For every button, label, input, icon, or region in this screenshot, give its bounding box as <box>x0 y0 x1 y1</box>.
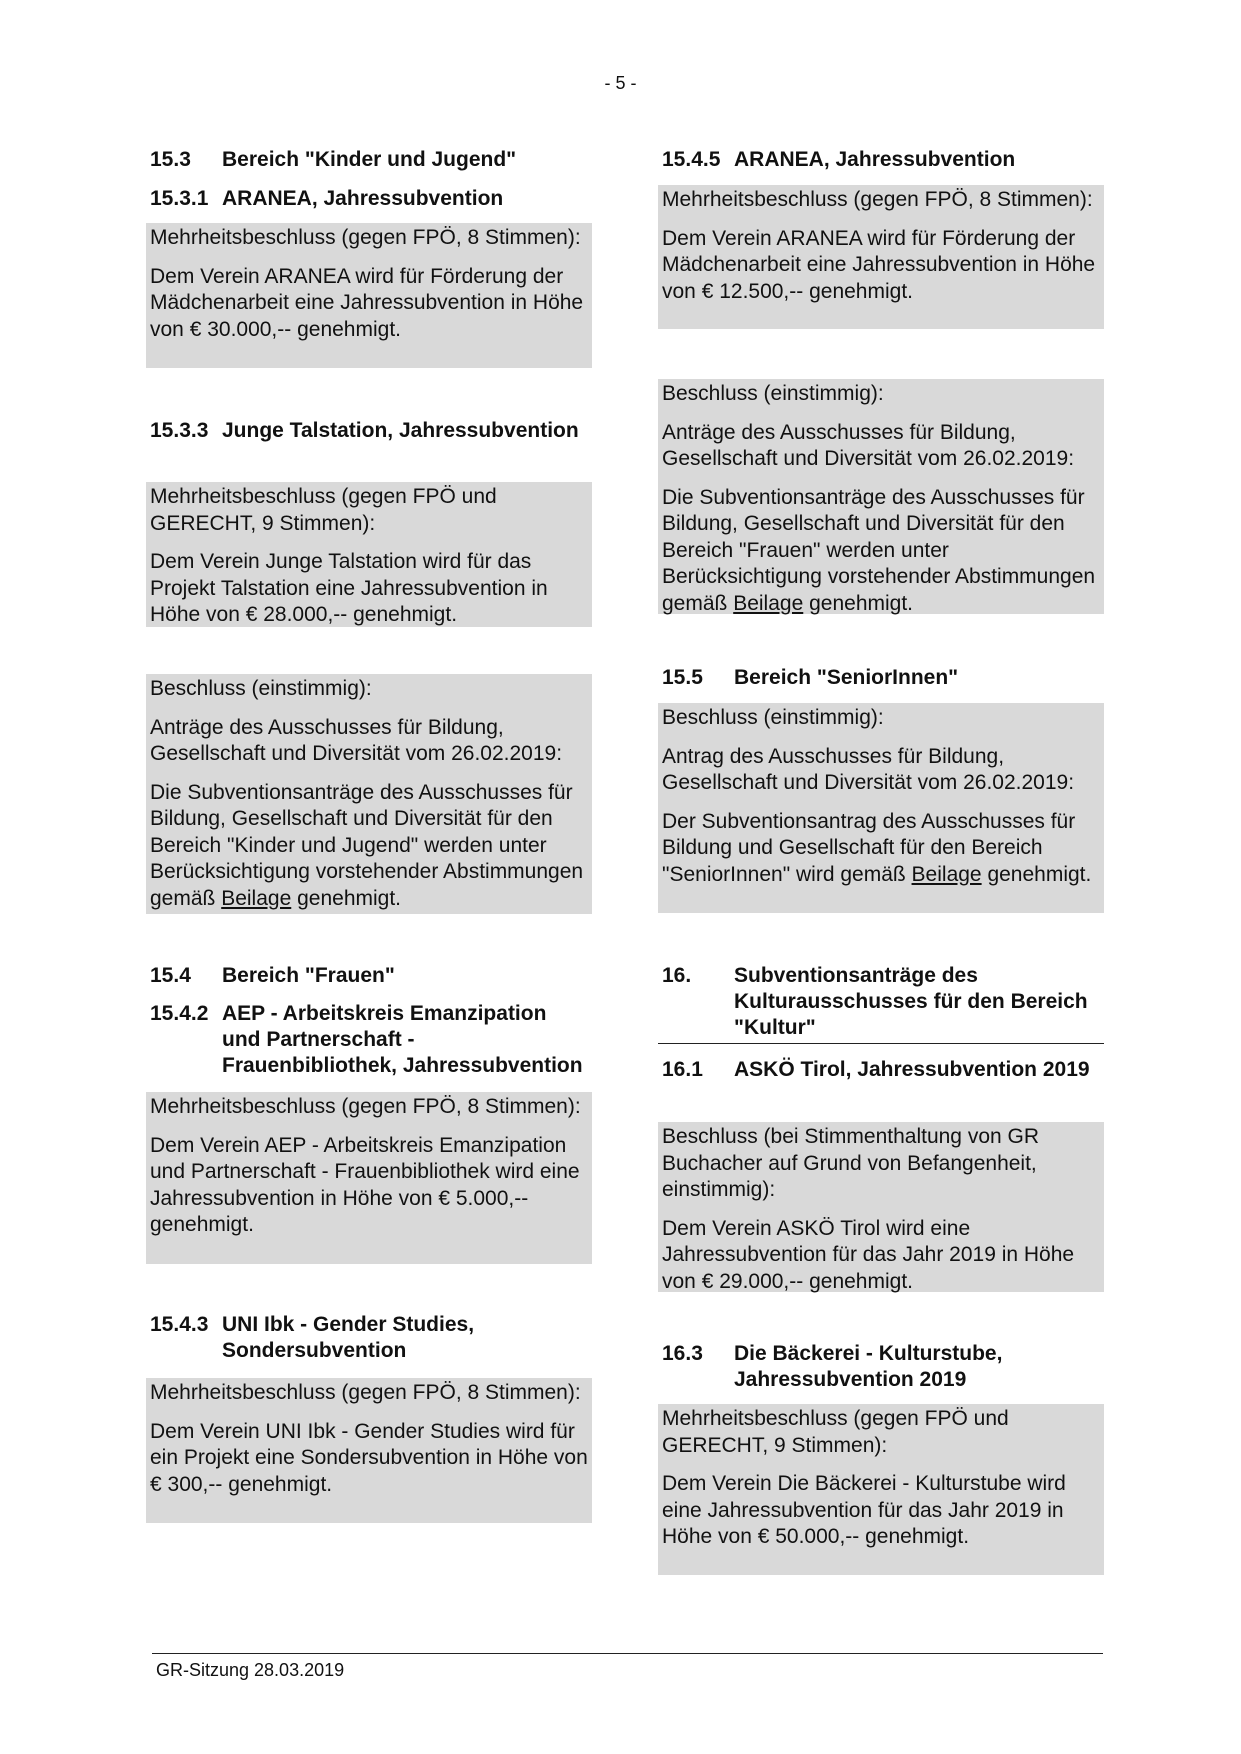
resolution-label: Beschluss (einstimmig): <box>662 382 884 405</box>
heading-16: 16. Subventionsanträge des Kulturausschusses für den Bereich "Kultur" <box>662 964 1088 1039</box>
summary-box-kinder-jugend <box>146 674 592 914</box>
beilage-link[interactable]: Beilage <box>733 591 804 615</box>
resolution-box-15-4-3 <box>146 1378 592 1523</box>
resolution-label: Beschluss (einstimmig): <box>662 706 884 729</box>
summary-text: Die Subventionsanträge des Ausschusses für Bildung, Gesellschaft und Diversität für den Bereich "Kinder und Jugend" werden unter Berücksichtigung vorstehender Abstimmungen gemäß Beilage genehmigt. <box>150 780 584 910</box>
resolution-label: Mehrheitsbeschluss (gegen FPÖ, 8 Stimmen): <box>662 188 1093 211</box>
resolution-text: Dem Verein Die Bäckerei - Kulturstube wird eine Jahressubvention für das Jahr 2019 in Höhe von € 50.000,-- genehmigt. <box>662 1472 1066 1548</box>
beilage-link[interactable]: Beilage <box>911 862 982 886</box>
resolution-box-15-4-5 <box>658 185 1104 329</box>
heading-16-1: 16.1 ASKÖ Tirol, Jahressubvention 2019 <box>662 1058 1090 1081</box>
resolution-box-15-4-2 <box>146 1092 592 1264</box>
resolution-label: Beschluss (bei Stimmenthaltung von GR Buchacher auf Grund von Befangenheit, einstimmig): <box>662 1125 1040 1201</box>
heading-15-3-1: 15.3.1 ARANEA, Jahressubvention <box>150 187 504 210</box>
resolution-box-15-3-1 <box>146 223 592 368</box>
resolution-label: Beschluss (einstimmig): <box>150 677 372 700</box>
section-divider <box>658 1043 1104 1044</box>
heading-15-4-5: 15.4.5 ARANEA, Jahressubvention <box>662 148 1016 171</box>
footer-divider <box>152 1653 1103 1654</box>
resolution-box-16-1 <box>658 1122 1104 1292</box>
resolution-label: Mehrheitsbeschluss (gegen FPÖ, 8 Stimmen): <box>150 1381 581 1404</box>
heading-15-4-3: 15.4.3 UNI Ibk - Gender Studies, Sondersubvention <box>150 1313 475 1362</box>
heading-15-3: 15.3 Bereich "Kinder und Jugend" <box>150 148 517 171</box>
resolution-label: Mehrheitsbeschluss (gegen FPÖ, 8 Stimmen): <box>150 226 581 249</box>
summary-text: Der Subventionsantrag des Ausschusses für Bildung und Gesellschaft für den Bereich "SeniorInnen" wird gemäß Beilage genehmigt. <box>662 809 1092 886</box>
resolution-text: Dem Verein Junge Talstation wird für das Projekt Talstation eine Jahressubvention in Höhe von € 28.000,-- genehmigt. <box>150 550 548 626</box>
resolution-label: Mehrheitsbeschluss (gegen FPÖ und GERECHT, 9 Stimmen): <box>150 485 497 535</box>
resolution-text: Dem Verein ARANEA wird für Förderung der Mädchenarbeit eine Jahressubvention in Höhe von € 30.000,-- genehmigt. <box>150 264 584 341</box>
page-number: - 5 - <box>604 73 637 93</box>
resolution-label: Mehrheitsbeschluss (gegen FPÖ und GERECHT, 9 Stimmen): <box>662 1407 1009 1457</box>
resolution-text: Dem Verein ARANEA wird für Förderung der Mädchenarbeit eine Jahressubvention in Höhe von € 12.500,-- genehmigt. <box>662 226 1096 303</box>
summary-text: Die Subventionsanträge des Ausschusses für Bildung, Gesellschaft und Diversität für den Bereich "Frauen" werden unter Berücksichtigung vorstehender Abstimmungen gemäß Beilage genehmigt. <box>662 485 1096 615</box>
resolution-box-15-3-3 <box>146 482 592 627</box>
summary-intro: Antrag des Ausschusses für Bildung, Gesellschaft und Diversität vom 26.02.2019: <box>662 744 1075 794</box>
summary-box-frauen <box>658 379 1104 614</box>
footer-session: GR-Sitzung 28.03.2019 <box>156 1660 345 1680</box>
summary-box-seniorinnen <box>658 703 1104 913</box>
beilage-link[interactable]: Beilage <box>221 886 292 910</box>
heading-15-5: 15.5 Bereich "SeniorInnen" <box>662 666 959 689</box>
summary-intro: Anträge des Ausschusses für Bildung, Gesellschaft und Diversität vom 26.02.2019: <box>150 715 563 765</box>
summary-intro: Anträge des Ausschusses für Bildung, Gesellschaft und Diversität vom 26.02.2019: <box>662 420 1075 470</box>
heading-16-3: 16.3 Die Bäckerei - Kulturstube, Jahressubvention 2019 <box>662 1342 1003 1391</box>
resolution-text: Dem Verein ASKÖ Tirol wird eine Jahressubvention für das Jahr 2019 in Höhe von € 29.000,-- genehmigt. <box>662 1216 1075 1293</box>
heading-15-3-3: 15.3.3 Junge Talstation, Jahressubvention <box>150 419 579 442</box>
heading-15-4: 15.4 Bereich "Frauen" <box>150 964 395 987</box>
resolution-text: Dem Verein AEP - Arbeitskreis Emanzipation und Partnerschaft - Frauenbibliothek wird eine Jahressubvention in Höhe von € 5.000,-- genehmigt. <box>150 1133 580 1236</box>
resolution-label: Mehrheitsbeschluss (gegen FPÖ, 8 Stimmen): <box>150 1095 581 1118</box>
resolution-box-16-3 <box>658 1404 1104 1575</box>
heading-15-4-2: 15.4.2 AEP - Arbeitskreis Emanzipation und Partnerschaft - Frauenbibliothek, Jahressubvention <box>150 1002 583 1077</box>
resolution-text: Dem Verein UNI Ibk - Gender Studies wird für ein Projekt eine Sondersubvention in Höhe von € 300,-- genehmigt. <box>150 1419 588 1496</box>
